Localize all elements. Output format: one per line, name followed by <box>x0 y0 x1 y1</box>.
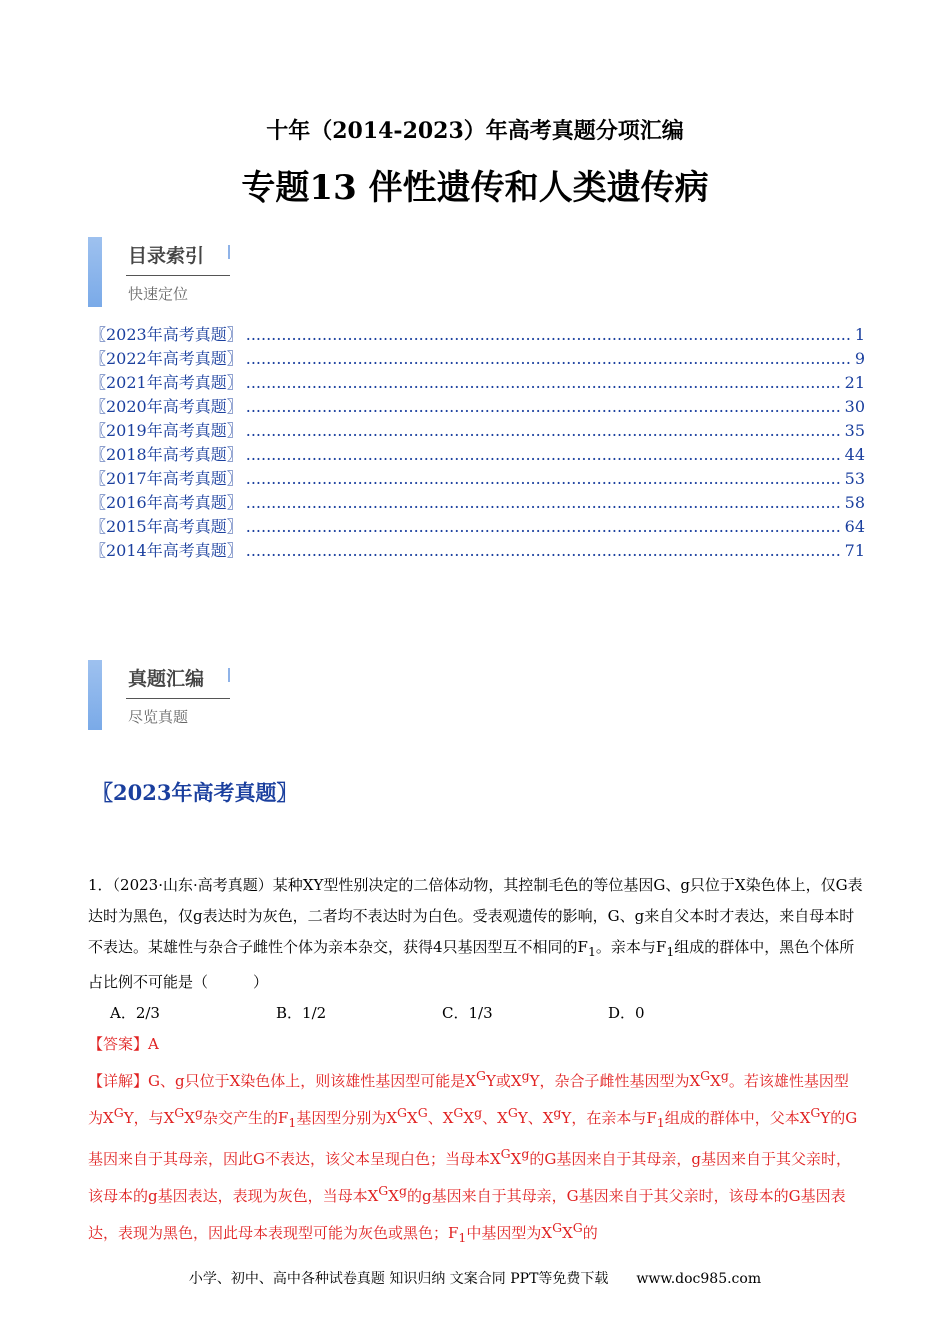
answer-value: A <box>148 1035 159 1053</box>
toc-item[interactable] <box>90 346 865 370</box>
toc-item-page: 30 <box>844 397 865 416</box>
toc-item-label: 〖2021年高考真题〗 <box>90 373 243 392</box>
toc-item-page: 64 <box>844 517 865 536</box>
toc-badge-title: 目录索引 <box>128 245 205 267</box>
question-number: 1． <box>88 876 113 894</box>
question-source: （2023·山东·高考真题） <box>112 876 273 894</box>
year-section-heading: 〖2023年高考真题〗 <box>92 780 298 805</box>
option-d[interactable]: D．0 <box>608 1004 645 1022</box>
toc-item[interactable] <box>90 370 865 394</box>
question-block <box>88 870 863 1253</box>
option-c[interactable]: C．1/3 <box>442 1004 493 1022</box>
table-of-contents <box>90 322 865 562</box>
toc-item-label: 〖2018年高考真题〗 <box>90 445 243 464</box>
toc-badge-subtitle: 快速定位 <box>128 285 189 303</box>
toc-item[interactable] <box>90 418 865 442</box>
option-a[interactable]: A．2/3 <box>110 1004 160 1022</box>
page-title: 专题13 伴性遗传和人类遗传病 <box>241 168 709 208</box>
answer-options <box>88 998 863 1029</box>
toc-item-label: 〖2022年高考真题〗 <box>90 349 243 368</box>
toc-item-page: 9 <box>854 349 865 368</box>
toc-item-label: 〖2016年高考真题〗 <box>90 493 243 512</box>
toc-item[interactable] <box>90 394 865 418</box>
toc-item[interactable] <box>90 442 865 466</box>
series-header: 十年（2014-2023）年高考真题分项汇编 <box>266 118 684 144</box>
toc-item-page: 71 <box>844 541 865 560</box>
toc-item-page: 35 <box>844 421 865 440</box>
toc-item-label: 〖2019年高考真题〗 <box>90 421 243 440</box>
badge-tick <box>228 245 230 259</box>
toc-item-page: 44 <box>844 445 865 464</box>
option-b[interactable]: B．1/2 <box>276 1004 327 1022</box>
badge-divider <box>126 275 230 276</box>
toc-item[interactable] <box>90 322 865 346</box>
badge-bar <box>88 237 102 307</box>
toc-item-label: 〖2014年高考真题〗 <box>90 541 243 560</box>
exam-badge <box>88 660 258 730</box>
answer-line: 【答案】A <box>88 1035 159 1053</box>
explanation: 【详解】G、g只位于X染色体上，则该雄性基因型可能是$X^GY$或$X^gY$，杂合子雌性基因型为$X^GX^g$。若该雄性基因型为$X^GY$，与$X^GX^g$杂交产生的$F_1$基因型分别为$X^GX^G$、$X^GX^g$、$X^GY$、$X^gY$，在亲本与$F_1$组成的群体中，父本$X^GY$的G基因来自于其母亲，因此G不表达，该父本呈现白色；当母本$X^GX^g$的G基因来自于其母亲，g基因来自于其父亲时，该母本的g基因表达，表现为灰色，当母本$X^GX^g$的g基因来自于其母亲，G基因来自于其父亲时，该母本的G基因表达，表现为黑色，因此母本表现型可能为灰色或黑色；$F_1$中基因型为$X^GX^G$的 <box>88 1068 858 1245</box>
badge-tick <box>228 668 230 682</box>
toc-item[interactable] <box>90 490 865 514</box>
toc-item[interactable] <box>90 466 865 490</box>
badge-divider <box>126 698 230 699</box>
toc-item[interactable] <box>90 538 865 562</box>
exam-badge-title: 真题汇编 <box>128 668 205 690</box>
question-stem: 1．（2023·山东·高考真题）某种XY型性别决定的二倍体动物，其控制毛色的等位基因G、g只位于X染色体上，仅G表达时为黑色，仅g表达时为灰色，二者均不表达时为白色。受表观遗传的影响，G、g来自父本时才表达，来自母本时不表达。某雄性与杂合子雌性个体为亲本杂交，获得4只基因型互不相同的$F_1$。亲本与$F_1$组成的群体中，黑色个体所占比例不可能是（ ） <box>88 876 863 991</box>
page-footer: 小学、初中、高中各种试卷真题 知识归纳 文案合同 PPT等免费下载 www.doc985.com <box>188 1271 762 1287</box>
toc-item-label: 〖2023年高考真题〗 <box>90 325 243 344</box>
toc-item-page: 21 <box>844 373 865 392</box>
badge-bar <box>88 660 102 730</box>
exam-badge-subtitle: 尽览真题 <box>128 708 189 726</box>
toc-item-page: 58 <box>844 493 865 512</box>
toc-item-page: 1 <box>854 325 865 344</box>
toc-badge <box>88 237 258 307</box>
toc-item-page: 53 <box>844 469 865 488</box>
toc-item-label: 〖2015年高考真题〗 <box>90 517 243 536</box>
toc-item-label: 〖2017年高考真题〗 <box>90 469 243 488</box>
toc-item-label: 〖2020年高考真题〗 <box>90 397 243 416</box>
toc-item[interactable] <box>90 514 865 538</box>
